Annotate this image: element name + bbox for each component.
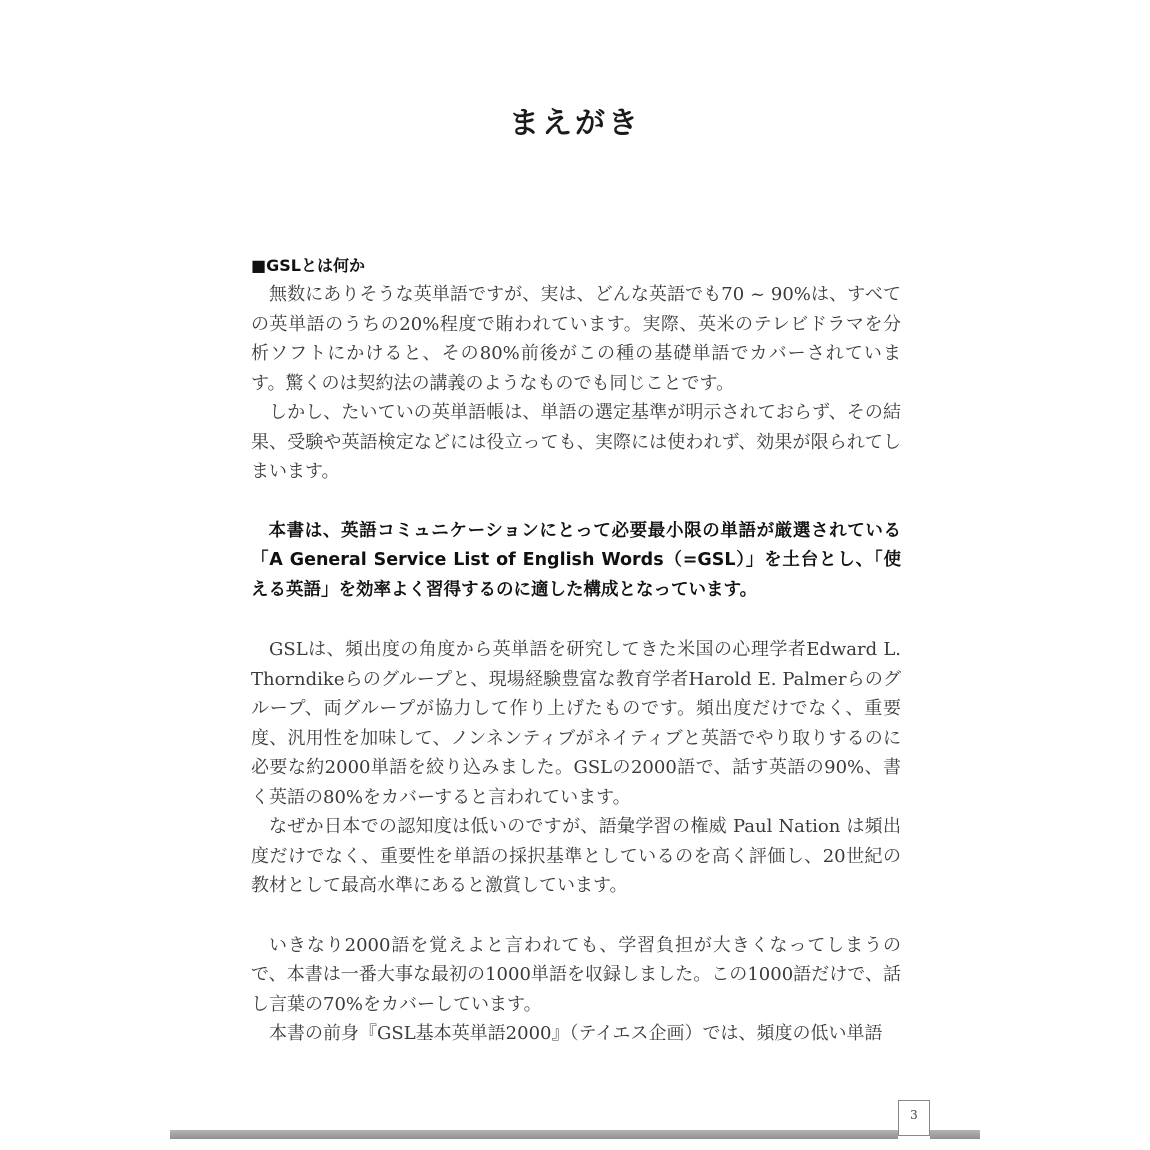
square-marker-icon: ■	[251, 256, 267, 275]
page-title: まえがき	[509, 106, 641, 141]
section-heading-text: GSLとは何か	[266, 256, 365, 275]
section-heading	[251, 256, 901, 280]
paragraph: しかし、たいていの英単語帳は、単語の選定基準が明示されておらず、その結果、受験や英語検定などには役立っても、実際には使われず、効果が限られてしまいます。	[251, 402, 901, 482]
emphasis-paragraph: 本書は、英語コミュニケーションにとって必要最小限の単語が厳選されている「A General Service List of English Words（=GSL）」を土台とし、「使える英語」を効率よく習得するのに適した構成となっています。	[251, 520, 901, 600]
paragraph: なぜか日本での認知度は低いのですが、語彙学習の権威 Paul Nation は頻出度だけでなく、重要性を単語の採択基準としているのを高く評価し、20世紀の教材として最高水準にあると激賞しています。	[251, 816, 901, 896]
page-number: 3	[898, 1100, 930, 1136]
body-text	[251, 256, 901, 1049]
paragraph: 本書の前身『GSL基本英単語2000』（テイエス企画）では、頻度の低い単語	[269, 1023, 883, 1044]
paragraph: 無数にありそうな英単語ですが、実は、どんな英語でも70 ~ 90%は、すべての英単語のうちの20%程度で賄われています。実際、英米のテレビドラマを分析ソフトにかけると、その80%前後がこの種の基礎単語でカバーされています。驚くのは契約法の講義のようなものでも同じことです。	[251, 284, 901, 394]
paragraph: GSLは、頻出度の角度から英単語を研究してきた米国の心理学者Edward L. Thorndikeらのグループと、現場経験豊富な教育学者Harold E. Palmerらのグループ、両グループが協力して作り上げたものです。頻出度だけでなく、重要度、汎用性を加味して、ノンネンティブがネイティブと英語でやり取りするのに必要な約2000単語を絞り込みました。GSLの2000語で、話す英語の90%、書く英語の80%をカバーすると言われています。	[251, 639, 902, 808]
footer-bar	[170, 1130, 980, 1139]
paragraph: いきなり2000語を覚えよと言われても、学習負担が大きくなってしまうので、本書は一番大事な最初の1000単語を収録しました。この1000語だけで、話し言葉の70%をカバーしています。	[251, 934, 901, 1015]
